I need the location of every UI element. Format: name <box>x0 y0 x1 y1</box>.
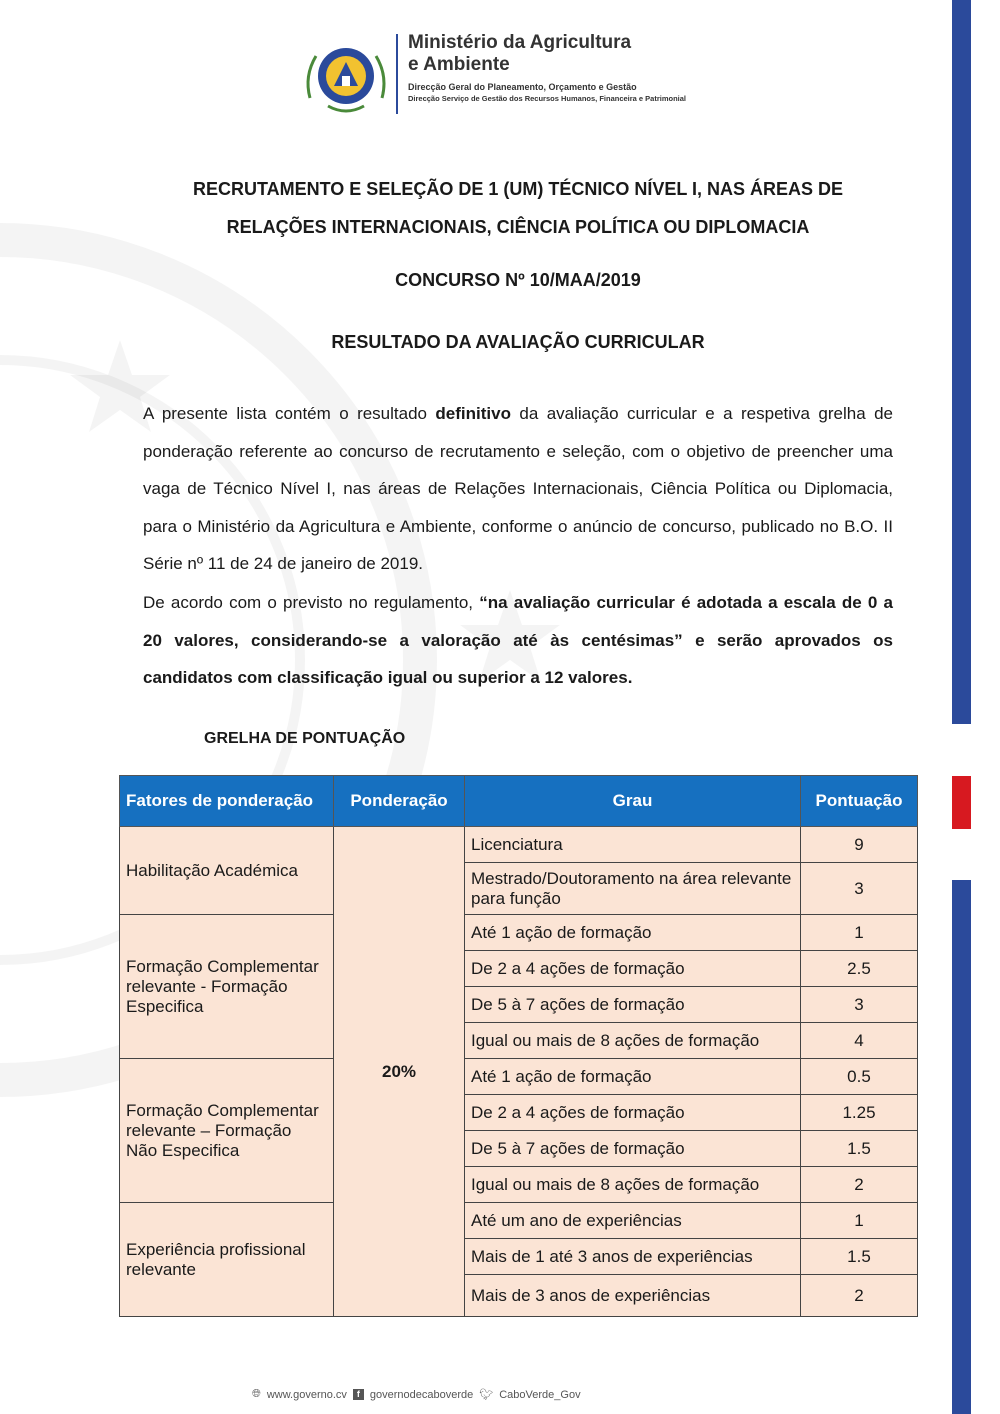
grau-cell: Igual ou mais de 8 ações de formação <box>465 1167 801 1203</box>
pontuacao-cell: 1 <box>801 915 918 951</box>
facebook-icon: f <box>353 1389 364 1400</box>
grau-cell: Até um ano de experiências <box>465 1203 801 1239</box>
pontuacao-cell: 1.25 <box>801 1095 918 1131</box>
fator-cell: Experiência profissional relevante <box>120 1203 334 1317</box>
intro-paragraph <box>143 395 893 583</box>
side-bar-blue-top <box>952 0 971 724</box>
title-line-2: RELAÇÕES INTERNACIONAIS, CIÊNCIA POLÍTICA OU DIPLOMACIA <box>226 217 810 237</box>
pontuacao-cell: 3 <box>801 863 918 915</box>
footer-website: www.governo.cv <box>266 1388 347 1401</box>
fator-cell: Habilitação Académica <box>120 827 334 915</box>
grau-cell: De 5 à 7 ações de formação <box>465 987 801 1023</box>
pontuacao-cell: 4 <box>801 1023 918 1059</box>
globe-icon: 🌐︎ <box>252 1388 261 1400</box>
direction-general: Direcção Geral do Planeamento, Orçamento e Gestão <box>408 82 637 92</box>
grau-cell: De 2 a 4 ações de formação <box>465 951 801 987</box>
intro-bold: definitivo <box>435 404 511 423</box>
pontuacao-cell: 0.5 <box>801 1059 918 1095</box>
pontuacao-cell: 1.5 <box>801 1239 918 1275</box>
table-header-row <box>120 776 918 827</box>
pontuacao-cell: 2 <box>801 1167 918 1203</box>
letterhead <box>300 30 760 120</box>
grau-cell: De 2 a 4 ações de formação <box>465 1095 801 1131</box>
title-line-1: RECRUTAMENTO E SELEÇÃO DE 1 (UM) TÉCNICO NÍVEL I, NAS ÁREAS DE <box>192 179 844 199</box>
grau-cell: Igual ou mais de 8 ações de formação <box>465 1023 801 1059</box>
header-pontuacao: Pontuação <box>801 776 918 827</box>
coat-of-arms-logo <box>300 36 392 118</box>
table-row <box>120 915 918 951</box>
fator-cell: Formação Complementar relevante – Formação Não Especifica <box>120 1059 334 1203</box>
header-ponderacao: Ponderação <box>334 776 465 827</box>
table-row <box>120 827 918 863</box>
grau-cell: Mais de 1 até 3 anos de experiências <box>465 1239 801 1275</box>
pontuacao-cell: 1.5 <box>801 1131 918 1167</box>
grau-cell: Mestrado/Doutoramento na área relevante para função <box>465 863 801 915</box>
table-row <box>120 1059 918 1095</box>
header-grau: Grau <box>465 776 801 827</box>
twitter-icon: 🐦︎ <box>479 1389 494 1401</box>
grau-cell: Até 1 ação de formação <box>465 1059 801 1095</box>
fator-cell: Formação Complementar relevante - Formação Especifica <box>120 915 334 1059</box>
ministry-name-line1: Ministério da Agricultura <box>408 32 632 53</box>
regulation-bold: “na avaliação curricular é adotada a escala de 0 a 20 valores, considerando-se a valoração até às centésimas” e serão aprovados os candidatos com classificação igual ou superior a 12 valores. <box>143 593 893 687</box>
resultado-heading: RESULTADO DA AVALIAÇÃO CURRICULAR <box>331 332 705 352</box>
intro-text-b: da avaliação curricular e a respetiva grelha de ponderação referente ao concurso de recrutamento e seleção, com o objetivo de preencher uma vaga de Técnico Nível I, nas áreas de Relações Internacionais, Ciência Política ou Diplomacia, para o Ministério da Agricultura e Ambiente, conforme o anúncio de concurso, publicado no B.O. II Série nº 11 de 24 de janeiro de 2019. <box>143 404 893 573</box>
ministry-name-line2: e Ambiente <box>408 54 510 75</box>
scoring-grid-table <box>119 775 918 1317</box>
footer-twitter: CaboVerde_Gov <box>499 1388 581 1401</box>
grau-cell: Até 1 ação de formação <box>465 915 801 951</box>
table-row <box>120 1203 918 1239</box>
footer <box>252 1388 581 1401</box>
pontuacao-cell: 1 <box>801 1203 918 1239</box>
grau-cell: Mais de 3 anos de experiências <box>465 1275 801 1317</box>
regulation-text-a: De acordo com o previsto no regulamento, <box>143 593 480 612</box>
pontuacao-cell: 2 <box>801 1275 918 1317</box>
pontuacao-cell: 2.5 <box>801 951 918 987</box>
direction-service: Direcção Serviço de Gestão dos Recursos Humanos, Financeira e Patrimonial <box>408 94 687 103</box>
intro-text-a: A presente lista contém o resultado <box>143 404 436 423</box>
pontuacao-cell: 9 <box>801 827 918 863</box>
header-divider <box>396 34 398 114</box>
header-fator: Fatores de ponderação <box>120 776 334 827</box>
grau-cell: Licenciatura <box>465 827 801 863</box>
side-bar-blue-bottom <box>952 880 971 1414</box>
grau-cell: De 5 à 7 ações de formação <box>465 1131 801 1167</box>
regulation-paragraph <box>143 584 893 697</box>
footer-facebook: governodecaboverde <box>369 1388 474 1401</box>
pontuacao-cell: 3 <box>801 987 918 1023</box>
document-title <box>140 170 896 246</box>
ponderacao-cell: 20% <box>334 827 465 1317</box>
concurso-number: CONCURSO Nº 10/MAA/2019 <box>395 270 641 290</box>
side-bar-red <box>952 776 971 829</box>
grid-title: GRELHA DE PONTUAÇÃO <box>204 730 406 747</box>
